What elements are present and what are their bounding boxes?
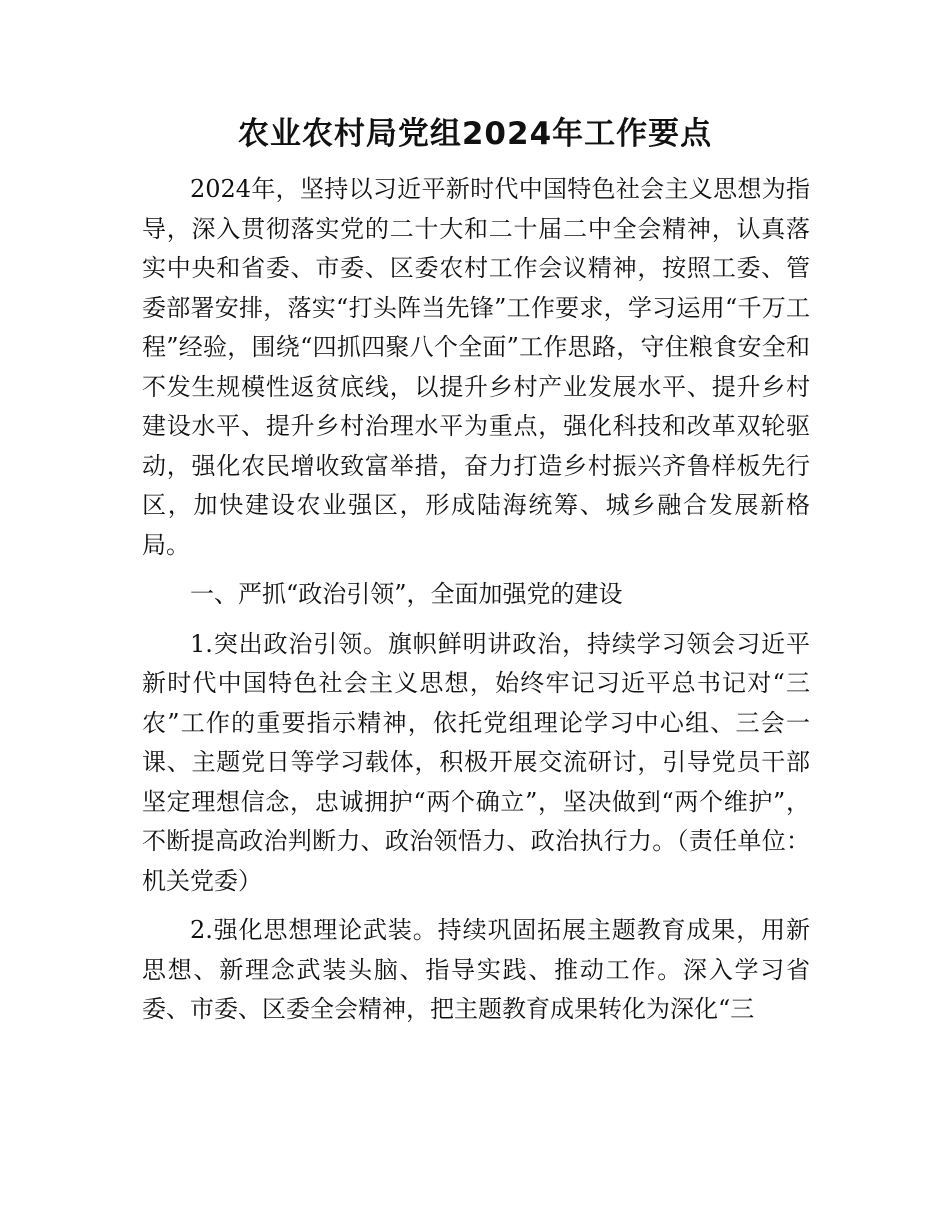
intro-paragraph: 2024年，坚持以习近平新时代中国特色社会主义思想为指导，深入贯彻落实党的二十大和二十届二中全会精神，认真落实中央和省委、市委、区委农村工作会议精神，按照工委、管委部署安排，落实“打头阵当先锋”工作要求，学习运用“千万工程”经验，围绕“四抓四聚八个全面”工作思路，守住粮食安全和不发生规模性返贫底线，以提升乡村产业发展水平、提升乡村建设水平、提升乡村治理水平为重点，强化科技和改革双轮驱动，强化农民增收致富举措，奋力打造乡村振兴齐鲁样板先行区，加快建设农业强区，形成陆海统筹、城乡融合发展新格局。 — [142, 175, 810, 559]
item-paragraph-1: 1.突出政治引领。旗帜鲜明讲政治，持续学习领会习近平新时代中国特色社会主义思想，始终牢记习近平总书记对“三农”工作的重要指示精神，依托党组理论学习中心组、三会一课、主题党日等学习载体，积极开展交流研讨，引导党员干部坚定理想信念，忠诚拥护“两个确立”，坚决做到“两个维护”，不断提高政治判断力、政治领悟力、政治执行力。（责任单位：机关党委） — [142, 629, 810, 895]
document-body — [142, 170, 810, 1030]
item-paragraph-2: 2.强化思想理论武装。持续巩固拓展主题教育成果，用新思想、新理念武装头脑、指导实践、推动工作。深入学习省委、市委、区委全会精神，把主题教育成果转化为深化“三 — [142, 916, 810, 1023]
section-heading-1: 一、严抓“政治引领”，全面加强党的建设 — [190, 580, 623, 608]
document-title: 农业农村局党组2024年工作要点 — [237, 116, 713, 152]
